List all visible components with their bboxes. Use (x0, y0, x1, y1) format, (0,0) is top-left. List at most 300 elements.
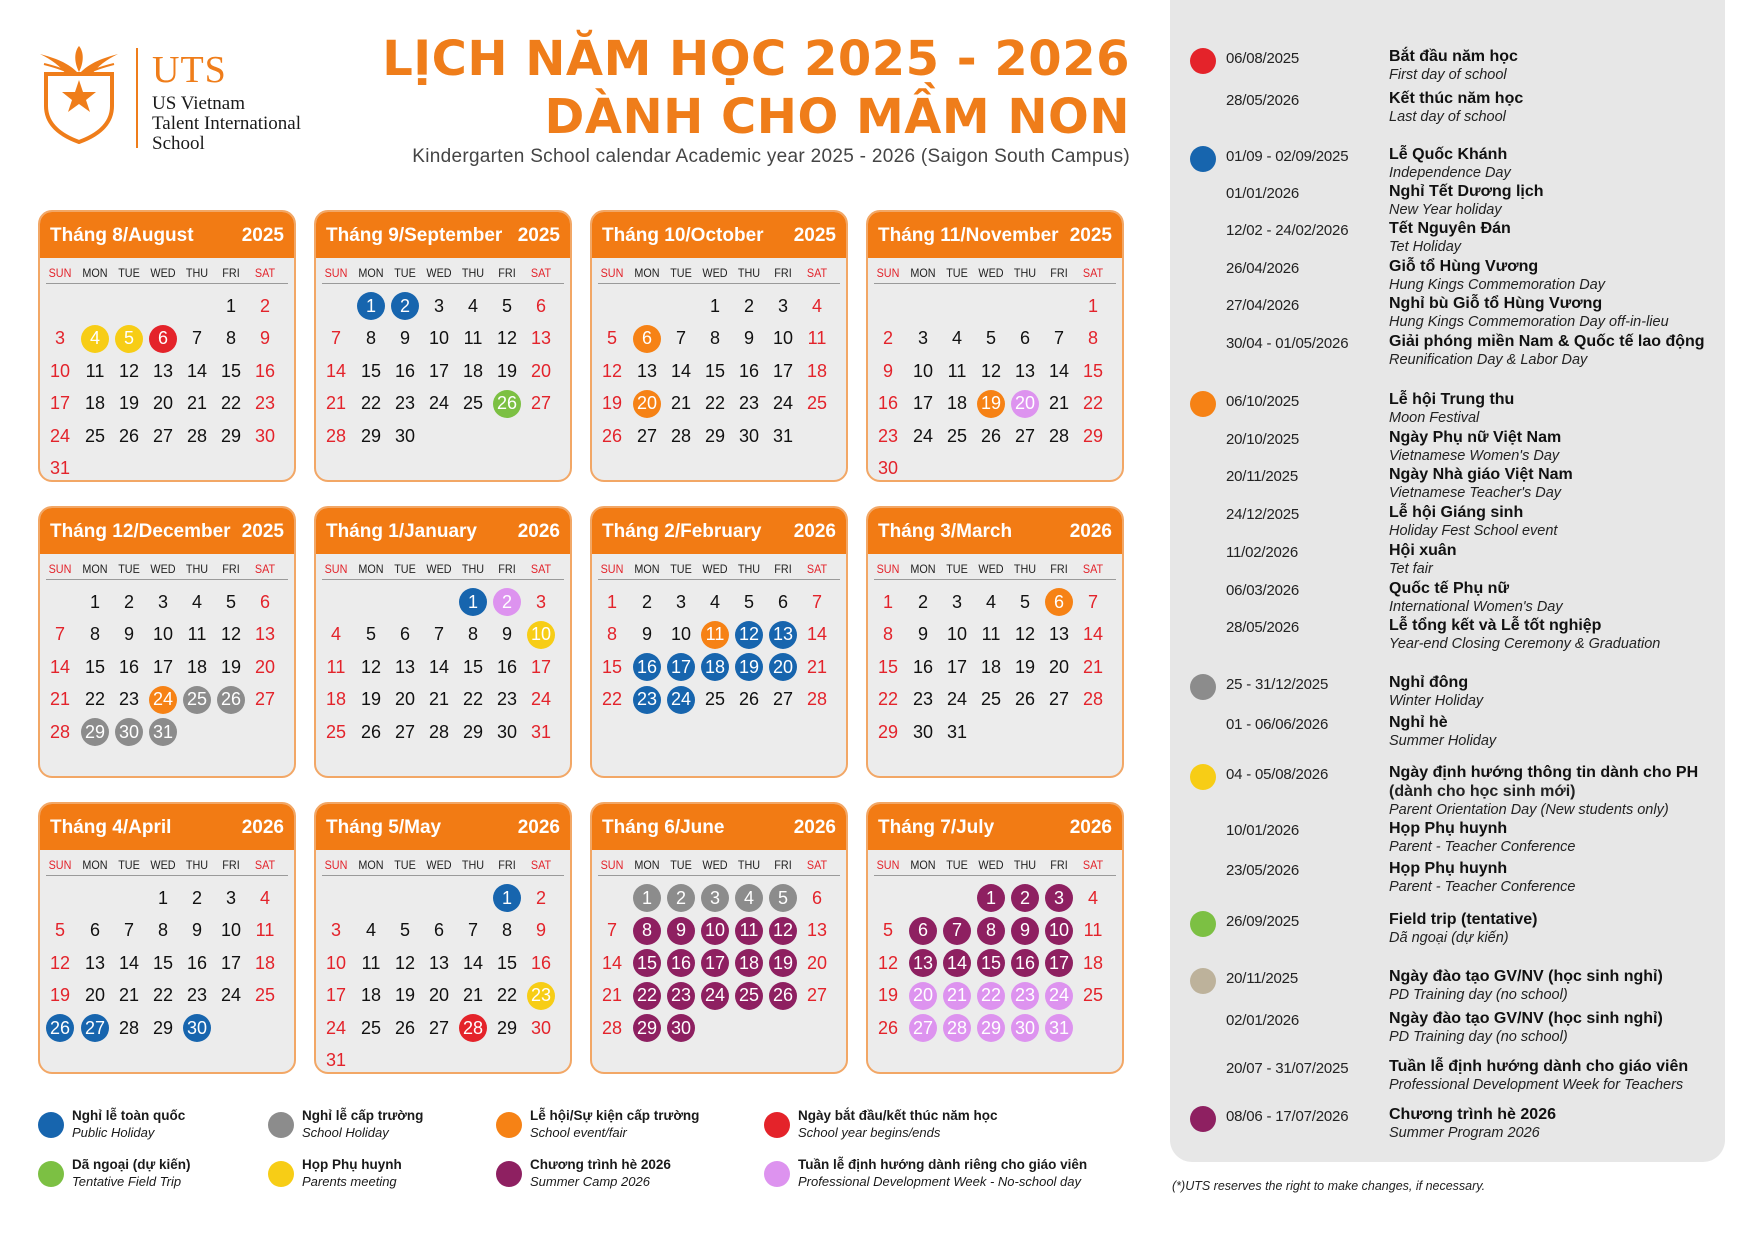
calendar-day: 23 (254, 393, 276, 413)
weekday-label: SAT (254, 562, 276, 576)
weekday-label: SUN (876, 562, 900, 576)
calendar-day-highlighted: 31 (149, 718, 177, 746)
calendar-day: 20 (1048, 656, 1070, 677)
calendar-day-highlighted: 23 (1011, 982, 1039, 1010)
calendar-day: 30 (877, 458, 899, 478)
calendar-day-highlighted: 1 (459, 588, 487, 616)
calendar-day: 19 (49, 985, 71, 1005)
legend-label-en: Summer Camp 2026 (530, 1174, 650, 1189)
weekday-label: WED (150, 562, 176, 576)
calendar-day-highlighted: 2 (667, 884, 695, 912)
weekday-label: TUE (670, 858, 692, 872)
calendar-day: 5 (606, 328, 617, 348)
day-grid (592, 212, 846, 480)
logo-name: UTS (152, 49, 227, 91)
calendar-day: 28 (118, 1017, 140, 1038)
calendar-day-highlighted: 2 (493, 588, 521, 616)
month-year: 2026 (241, 817, 284, 838)
calendar-day: 8 (1087, 328, 1098, 348)
calendar-day-highlighted: 30 (667, 1014, 695, 1042)
calendar-day-highlighted: 8 (977, 917, 1005, 945)
calendar-day-highlighted: 5 (769, 884, 797, 912)
phoenix-shield-icon (38, 44, 120, 144)
calendar-day-highlighted: 19 (735, 653, 763, 681)
month-title: Tháng 1/January (326, 521, 477, 542)
calendar-day-highlighted: 13 (909, 949, 937, 977)
calendar-day-highlighted: 2 (1011, 884, 1039, 912)
logo-divider (136, 48, 138, 148)
event-title-en: Summer Program 2026 (1389, 1125, 1540, 1141)
weekday-label: SUN (48, 562, 72, 576)
legend-label-vi: Lễ hội/Sự kiện cấp trường (530, 1108, 700, 1123)
calendar-day: 16 (254, 360, 276, 381)
month-year: 2025 (241, 521, 284, 542)
legend-label-vi: Họp Phụ huynh (302, 1157, 402, 1172)
event-date: 11/02/2026 (1226, 544, 1298, 561)
calendar-day: 6 (535, 295, 546, 316)
calendar-day: 5 (985, 328, 996, 348)
calendar-day: 3 (157, 591, 168, 612)
calendar-day: 27 (428, 1017, 450, 1038)
calendar-day-highlighted: 29 (977, 1014, 1005, 1042)
calendar-day: 31 (325, 1050, 347, 1070)
calendar-day-highlighted: 10 (1045, 917, 1073, 945)
weekday-label: THU (461, 858, 485, 872)
event-title-en: Tet Holiday (1389, 239, 1462, 255)
calendar-day-highlighted: 17 (667, 653, 695, 681)
calendar-day: 4 (365, 920, 376, 940)
calendar-day: 4 (191, 591, 202, 612)
calendar-day: 13 (636, 360, 658, 381)
calendar-day: 10 (946, 624, 968, 644)
event-category-dot-icon (1190, 911, 1216, 937)
month-title: Tháng 7/July (878, 817, 995, 838)
calendar-day-highlighted: 31 (1045, 1014, 1073, 1042)
calendar-day: 7 (433, 624, 444, 644)
calendar-day: 8 (365, 328, 376, 348)
calendar-day: 22 (704, 393, 726, 413)
weekday-label: FRI (1050, 562, 1068, 576)
calendar-day: 23 (186, 985, 208, 1005)
calendar-day: 22 (152, 985, 174, 1005)
calendar-day-highlighted: 30 (115, 718, 143, 746)
calendar-day: 9 (399, 328, 410, 348)
calendar-day: 19 (1014, 656, 1036, 677)
school-logo (38, 44, 358, 154)
weekday-label: MON (634, 266, 660, 280)
calendar-day-highlighted: 2 (391, 292, 419, 320)
calendar-day: 30 (738, 425, 760, 446)
calendar-day: 11 (326, 656, 346, 677)
calendar-day: 13 (84, 952, 106, 973)
calendar-day: 5 (743, 591, 754, 612)
event-title-vi: Nghỉ hè (1389, 714, 1448, 731)
legend-item (268, 1108, 528, 1144)
calendar-day: 26 (118, 425, 140, 446)
calendar-day: 23 (496, 689, 518, 709)
calendar-day-highlighted: 23 (667, 982, 695, 1010)
calendar-day: 1 (225, 295, 236, 316)
legend-label-en: Parents meeting (302, 1174, 397, 1189)
weekday-label: MON (358, 858, 384, 872)
calendar-day: 20 (530, 360, 552, 381)
calendar-day: 15 (462, 656, 484, 677)
day-grid (868, 212, 1122, 480)
calendar-day-highlighted: 29 (81, 718, 109, 746)
calendar-day: 31 (772, 425, 794, 446)
weekday-label: THU (1013, 266, 1037, 280)
weekday-label: WED (978, 562, 1004, 576)
event-title-en: Summer Holiday (1389, 733, 1497, 749)
calendar-day: 10 (912, 360, 934, 381)
event-title-en: Professional Development Week for Teachers (1389, 1077, 1684, 1093)
calendar-day: 17 (772, 360, 794, 381)
calendar-day: 25 (84, 425, 106, 446)
calendar-day: 10 (670, 624, 692, 644)
calendar-day: 29 (1082, 425, 1104, 446)
weekday-label: WED (426, 562, 452, 576)
calendar-day: 29 (152, 1017, 174, 1038)
calendar-day: 8 (467, 624, 478, 644)
legend-label-en: Tentative Field Trip (72, 1174, 182, 1189)
calendar-day: 14 (601, 952, 623, 973)
calendar-day: 18 (360, 985, 382, 1005)
day-grid (592, 804, 846, 1072)
calendar-day: 3 (951, 591, 962, 612)
calendar-day-highlighted: 1 (977, 884, 1005, 912)
calendar-day: 8 (501, 920, 512, 940)
calendar-day: 14 (806, 624, 828, 644)
event-title-vi: Nghỉ bù Giỗ tổ Hùng Vương (1389, 295, 1603, 312)
calendar-day-highlighted: 6 (1045, 588, 1073, 616)
day-grid (40, 804, 294, 1072)
event-title-vi: Họp Phụ huynh (1389, 860, 1508, 877)
calendar-day: 9 (191, 920, 202, 940)
legend-label-en: School event/fair (530, 1125, 627, 1140)
weekday-label: SUN (48, 858, 72, 872)
weekday-label: MON (358, 562, 384, 576)
calendar-day: 17 (220, 952, 242, 973)
calendar-day: 26 (1014, 689, 1036, 709)
calendar-day: 29 (496, 1017, 518, 1038)
calendar-day: 12 (601, 360, 623, 381)
weekday-label: WED (978, 266, 1004, 280)
logo-full-name (152, 94, 372, 154)
title-line-2: DÀNH CHO MẦM NON (544, 89, 1130, 145)
calendar-day-highlighted: 17 (1045, 949, 1073, 977)
calendar-day: 17 (912, 393, 934, 413)
calendar-day: 11 (807, 328, 827, 348)
calendar-day: 21 (325, 393, 347, 413)
legend-color-dot-icon (496, 1161, 522, 1187)
calendar-day-highlighted: 1 (633, 884, 661, 912)
calendar-day-highlighted: 6 (633, 325, 661, 353)
legend-label-vi: Dã ngoại (dự kiến) (72, 1157, 191, 1172)
day-grid (316, 508, 570, 776)
page-subtitle: Kindergarten School calendar Academic year 2025 - 2026 (Saigon South Campus) (412, 146, 1130, 167)
calendar-day: 29 (704, 425, 726, 446)
calendar-day: 15 (601, 656, 623, 677)
calendar-day: 13 (254, 624, 276, 644)
legend-label-vi: Ngày bắt đầu/kết thúc năm học (798, 1108, 998, 1123)
event-date: 26/04/2026 (1226, 260, 1300, 277)
event-date: 06/10/2025 (1226, 393, 1300, 410)
calendar-day: 4 (709, 591, 720, 612)
calendar-day: 25 (462, 393, 484, 413)
calendar-day-highlighted: 16 (667, 949, 695, 977)
legend-color-dot-icon (38, 1161, 64, 1187)
calendar-day: 23 (877, 425, 899, 446)
calendar-day: 11 (463, 328, 483, 348)
event-category-dot-icon (1190, 146, 1216, 172)
calendar-day: 28 (670, 425, 692, 446)
weekday-label: WED (150, 858, 176, 872)
calendar-day: 19 (496, 360, 518, 381)
calendar-day: 25 (946, 425, 968, 446)
calendar-day: 9 (501, 624, 512, 644)
calendar-day: 27 (772, 689, 794, 709)
month-title: Tháng 10/October (602, 225, 764, 246)
weekday-label: MON (910, 266, 936, 280)
weekday-label: THU (185, 858, 209, 872)
calendar-day: 5 (225, 591, 236, 612)
calendar-day: 26 (738, 689, 760, 709)
calendar-day: 16 (186, 952, 208, 973)
calendar-day: 12 (394, 952, 416, 973)
calendar-day: 3 (330, 920, 341, 940)
calendar-day: 3 (675, 591, 686, 612)
calendar-day-highlighted: 7 (943, 917, 971, 945)
calendar-day: 24 (530, 689, 552, 709)
calendar-day: 15 (496, 952, 518, 973)
event-date: 27/04/2026 (1226, 297, 1300, 314)
event-title-vi: Lễ Quốc Khánh (1389, 146, 1508, 163)
calendar-day: 30 (912, 721, 934, 742)
calendar-day-highlighted: 29 (633, 1014, 661, 1042)
weekday-label: SAT (806, 266, 828, 280)
weekday-label: SUN (600, 562, 624, 576)
event-date: 23/05/2026 (1226, 862, 1300, 879)
calendar-day: 1 (89, 591, 100, 612)
weekday-label: SUN (324, 562, 348, 576)
calendar-day-highlighted: 20 (633, 390, 661, 418)
calendar-day: 9 (123, 624, 134, 644)
legend-label-vi: Tuần lễ định hướng dành riêng cho giáo viên (798, 1157, 1088, 1172)
calendar-day: 28 (49, 721, 71, 742)
weekday-label: SUN (48, 266, 72, 280)
calendar-day: 12 (980, 360, 1002, 381)
calendar-day: 24 (220, 985, 242, 1005)
calendar-day-highlighted: 22 (977, 982, 1005, 1010)
calendar-day: 16 (394, 360, 416, 381)
calendar-day: 21 (428, 689, 450, 709)
event-title-vi: Giải phóng miền Nam & Quốc tế lao động (1389, 333, 1705, 350)
weekday-label: SAT (530, 562, 552, 576)
event-title-en: Year-end Closing Ceremony & Graduation (1389, 636, 1661, 652)
event-date: 28/05/2026 (1226, 619, 1300, 636)
calendar-day: 18 (325, 689, 347, 709)
calendar-day: 14 (118, 952, 140, 973)
events-panel (1170, 0, 1725, 1162)
weekday-label: SUN (600, 266, 624, 280)
weekday-label: TUE (946, 266, 968, 280)
calendar-day-highlighted: 8 (633, 917, 661, 945)
calendar-day: 27 (1014, 425, 1036, 446)
event-title-vi: Họp Phụ huynh (1389, 820, 1508, 837)
calendar-day: 11 (85, 360, 105, 381)
calendar-day-highlighted: 6 (149, 325, 177, 353)
footnote: (*)UTS reserves the right to make changes, if necessary. (1172, 1179, 1486, 1193)
calendar-day-highlighted: 23 (633, 686, 661, 714)
event-date: 10/01/2026 (1226, 822, 1300, 839)
calendar-day: 12 (360, 656, 382, 677)
calendar-day-highlighted: 24 (701, 982, 729, 1010)
legend-item (496, 1157, 756, 1193)
calendar-day: 5 (365, 624, 376, 644)
calendar-day: 15 (84, 656, 106, 677)
event-title-en: Last day of school (1389, 109, 1506, 125)
calendar-day: 20 (84, 985, 106, 1005)
event-title-en: Holiday Fest School event (1389, 523, 1558, 539)
event-title-en: Vietnamese Teacher's Day (1389, 485, 1562, 501)
calendar-day: 11 (255, 920, 275, 940)
calendar-day-highlighted: 28 (943, 1014, 971, 1042)
weekday-label: TUE (670, 562, 692, 576)
weekday-label: FRI (222, 858, 240, 872)
legend-label-vi: Nghỉ lễ cấp trường (302, 1108, 424, 1123)
calendar-day: 6 (399, 624, 410, 644)
calendar-day: 28 (325, 425, 347, 446)
calendar-day: 3 (433, 295, 444, 316)
weekday-label: TUE (118, 266, 140, 280)
event-title-en: Parent Orientation Day (New students only) (1389, 802, 1669, 818)
event-title-vi: Nghỉ đông (1389, 674, 1469, 691)
calendar-day: 21 (806, 656, 828, 677)
calendar-day: 20 (152, 393, 174, 413)
month-calendar (590, 210, 848, 482)
event-date: 04 - 05/08/2026 (1226, 766, 1329, 783)
weekday-label: THU (737, 562, 761, 576)
calendar-day: 22 (220, 393, 242, 413)
calendar-day-highlighted: 4 (735, 884, 763, 912)
calendar-day-highlighted: 3 (1045, 884, 1073, 912)
weekday-label: THU (1013, 858, 1037, 872)
calendar-day: 7 (675, 328, 686, 348)
weekday-label: THU (185, 266, 209, 280)
weekday-label: TUE (118, 562, 140, 576)
event-title-vi: Lễ hội Giáng sinh (1389, 504, 1524, 521)
calendar-day: 12 (1014, 624, 1036, 644)
month-calendar (314, 210, 572, 482)
calendar-day: 21 (1082, 656, 1104, 677)
calendar-day: 25 (980, 689, 1002, 709)
event-title-en: Parent - Teacher Conference (1389, 879, 1576, 895)
weekday-label: FRI (222, 266, 240, 280)
event-title-en: Tet fair (1389, 561, 1433, 577)
calendar-day-highlighted: 11 (735, 917, 763, 945)
calendar-day: 28 (1048, 425, 1070, 446)
weekday-label: MON (910, 562, 936, 576)
calendar-day: 16 (877, 393, 899, 413)
calendar-day: 22 (1082, 393, 1104, 413)
calendar-day: 27 (1048, 689, 1070, 709)
calendar-day-highlighted: 9 (667, 917, 695, 945)
calendar-day: 10 (49, 360, 71, 381)
calendar-day-highlighted: 12 (769, 917, 797, 945)
calendar-day: 18 (462, 360, 484, 381)
weekday-label: MON (634, 562, 660, 576)
calendar-day: 7 (1087, 591, 1098, 612)
weekday-label: WED (702, 858, 728, 872)
weekday-label: SAT (806, 562, 828, 576)
calendar-day: 25 (806, 393, 828, 413)
calendar-day: 10 (220, 920, 242, 940)
weekday-label: FRI (774, 562, 792, 576)
event-date: 28/05/2026 (1226, 92, 1300, 109)
weekday-label: SUN (876, 858, 900, 872)
calendar-day: 2 (123, 591, 134, 612)
event-title-vi: Lễ tổng kết và Lễ tốt nghiệp (1389, 617, 1602, 634)
event-title-vi: Nghỉ Tết Dương lịch (1389, 183, 1544, 200)
legend-color-dot-icon (268, 1161, 294, 1187)
calendar-day-highlighted: 26 (217, 686, 245, 714)
calendar-day: 19 (360, 689, 382, 709)
calendar-day: 18 (254, 952, 276, 973)
event-title-vi: Lễ hội Trung thu (1389, 391, 1515, 408)
legend-color-dot-icon (38, 1112, 64, 1138)
month-calendar (314, 802, 572, 1074)
weekday-label: SAT (806, 858, 828, 872)
calendar-day: 27 (636, 425, 658, 446)
event-date: 30/04 - 01/05/2026 (1226, 335, 1349, 352)
calendar-day: 25 (1082, 985, 1104, 1005)
calendar-day: 6 (777, 591, 788, 612)
event-title-en: PD Training day (no school) (1389, 1029, 1568, 1045)
legend-label-vi: Chương trình hè 2026 (530, 1157, 671, 1172)
month-calendar (314, 506, 572, 778)
weekday-label: THU (737, 266, 761, 280)
calendar-day: 14 (428, 656, 450, 677)
month-title: Tháng 9/September (326, 225, 503, 246)
event-date: 01/01/2026 (1226, 185, 1300, 202)
calendar-day: 4 (259, 887, 270, 908)
weekday-label: SAT (1082, 562, 1104, 576)
title-line-1: LỊCH NĂM HỌC 2025 - 2026 (382, 31, 1130, 87)
calendar-day-highlighted: 10 (701, 917, 729, 945)
calendar-day: 21 (670, 393, 692, 413)
calendar-day: 4 (811, 295, 822, 316)
calendar-day: 17 (325, 985, 347, 1005)
legend-color-dot-icon (764, 1161, 790, 1187)
calendar-day: 20 (806, 952, 828, 973)
month-year: 2025 (793, 225, 836, 246)
day-grid (316, 212, 570, 480)
event-date: 20/11/2025 (1226, 970, 1298, 987)
calendar-day: 28 (428, 721, 450, 742)
day-grid (40, 212, 294, 480)
calendar-day: 3 (54, 328, 65, 348)
event-title-en: Moon Festival (1389, 410, 1480, 426)
legend-color-dot-icon (496, 1112, 522, 1138)
calendar-day: 25 (325, 721, 347, 742)
event-title-en: International Women's Day (1389, 599, 1563, 615)
month-title: Tháng 6/June (602, 817, 725, 838)
event-title-en: Parent - Teacher Conference (1389, 839, 1576, 855)
calendar-day: 26 (601, 425, 623, 446)
calendar-day: 23 (912, 689, 934, 709)
event-title-en: First day of school (1389, 67, 1507, 83)
calendar-day-highlighted: 9 (1011, 917, 1039, 945)
